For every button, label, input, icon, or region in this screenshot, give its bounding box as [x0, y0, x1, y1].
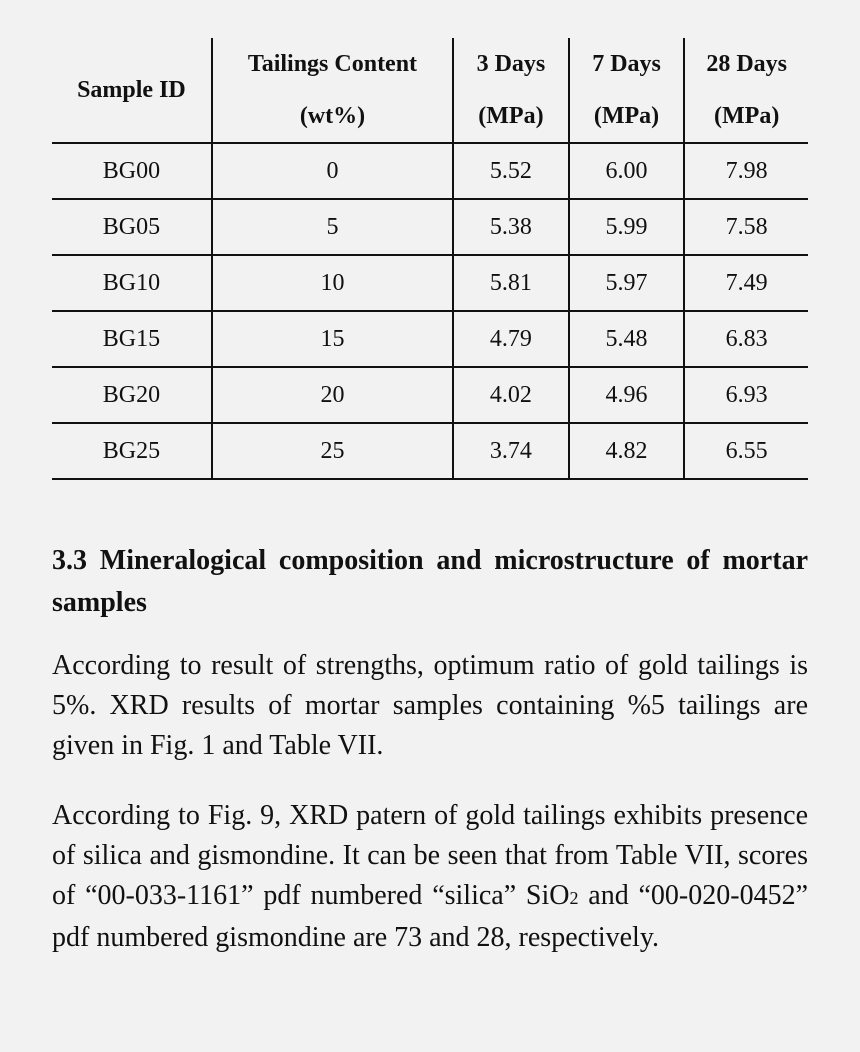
table-row	[52, 423, 808, 479]
header-sample-id	[52, 38, 212, 143]
paragraph-xrd-text-start: According to Fig. 9, XRD patern of gold tailings exhibits presence of silica and gismondine. It can be seen that from Table VII, scores of “00-033-1161” pdf numbered “silica” SiO	[52, 800, 808, 911]
header-7-days-label: 7 Days	[592, 51, 661, 77]
section-heading: 3.3 Mineralogical composition and microstructure of mortar samples	[52, 545, 808, 618]
cell-7-days: 4.96	[569, 367, 685, 423]
paragraph-xrd-text-end: and “00-020-0452” pdf numbered gismondine are 73 and 28, respectively.	[52, 880, 808, 953]
header-3-days-label: 3 Days	[476, 51, 546, 77]
cell-28-days: 7.58	[684, 199, 808, 255]
cell-7-days: 4.82	[569, 423, 685, 479]
cell-tailings-content: 15	[212, 311, 453, 367]
cell-7-days: 6.00	[569, 143, 685, 199]
header-7-days	[569, 38, 685, 143]
cell-7-days: 5.99	[569, 199, 685, 255]
header-7-days-unit: (MPa)	[593, 103, 660, 129]
compressive-strength-table	[52, 38, 808, 480]
cell-28-days: 6.93	[684, 367, 808, 423]
cell-sample-id: BG05	[52, 199, 212, 255]
cell-28-days: 7.49	[684, 255, 808, 311]
cell-7-days: 5.48	[569, 311, 685, 367]
header-sample-id-label: Sample ID	[77, 77, 186, 103]
cell-tailings-content: 5	[212, 199, 453, 255]
header-3-days-unit: (MPa)	[478, 103, 544, 129]
header-28-days-label: 28 Days	[706, 51, 787, 77]
cell-sample-id: BG10	[52, 255, 212, 311]
header-28-days	[684, 38, 808, 143]
header-3-days	[453, 38, 569, 143]
table-row	[52, 255, 808, 311]
cell-3-days: 4.79	[453, 311, 569, 367]
cell-3-days: 5.52	[453, 143, 569, 199]
sio2-subscript: 2	[569, 888, 579, 908]
table-row	[52, 199, 808, 255]
cell-7-days: 5.97	[569, 255, 685, 311]
header-tailings-content-label: Tailings Content	[247, 51, 418, 77]
cell-sample-id: BG15	[52, 311, 212, 367]
paragraph-strength-result: According to result of strengths, optimum ratio of gold tailings is 5%. XRD results of mortar samples containing %5 tailings are given in Fig. 1 and Table VII.	[52, 650, 808, 761]
cell-tailings-content: 0	[212, 143, 453, 199]
cell-28-days: 6.83	[684, 311, 808, 367]
header-tailings-content-unit: (wt%)	[299, 103, 366, 129]
header-28-days-unit: (MPa)	[714, 103, 780, 129]
header-tailings-content	[212, 38, 453, 143]
cell-3-days: 4.02	[453, 367, 569, 423]
cell-3-days: 5.81	[453, 255, 569, 311]
cell-tailings-content: 10	[212, 255, 453, 311]
cell-tailings-content: 20	[212, 367, 453, 423]
table-row	[52, 311, 808, 367]
cell-tailings-content: 25	[212, 423, 453, 479]
cell-sample-id: BG00	[52, 143, 212, 199]
cell-sample-id: BG25	[52, 423, 212, 479]
document-page	[52, 38, 808, 958]
cell-sample-id: BG20	[52, 367, 212, 423]
cell-28-days: 6.55	[684, 423, 808, 479]
cell-28-days: 7.98	[684, 143, 808, 199]
table-row	[52, 143, 808, 199]
cell-3-days: 3.74	[453, 423, 569, 479]
cell-3-days: 5.38	[453, 199, 569, 255]
paragraph-xrd-result	[52, 796, 808, 958]
table-row	[52, 367, 808, 423]
table-header-row	[52, 38, 808, 143]
